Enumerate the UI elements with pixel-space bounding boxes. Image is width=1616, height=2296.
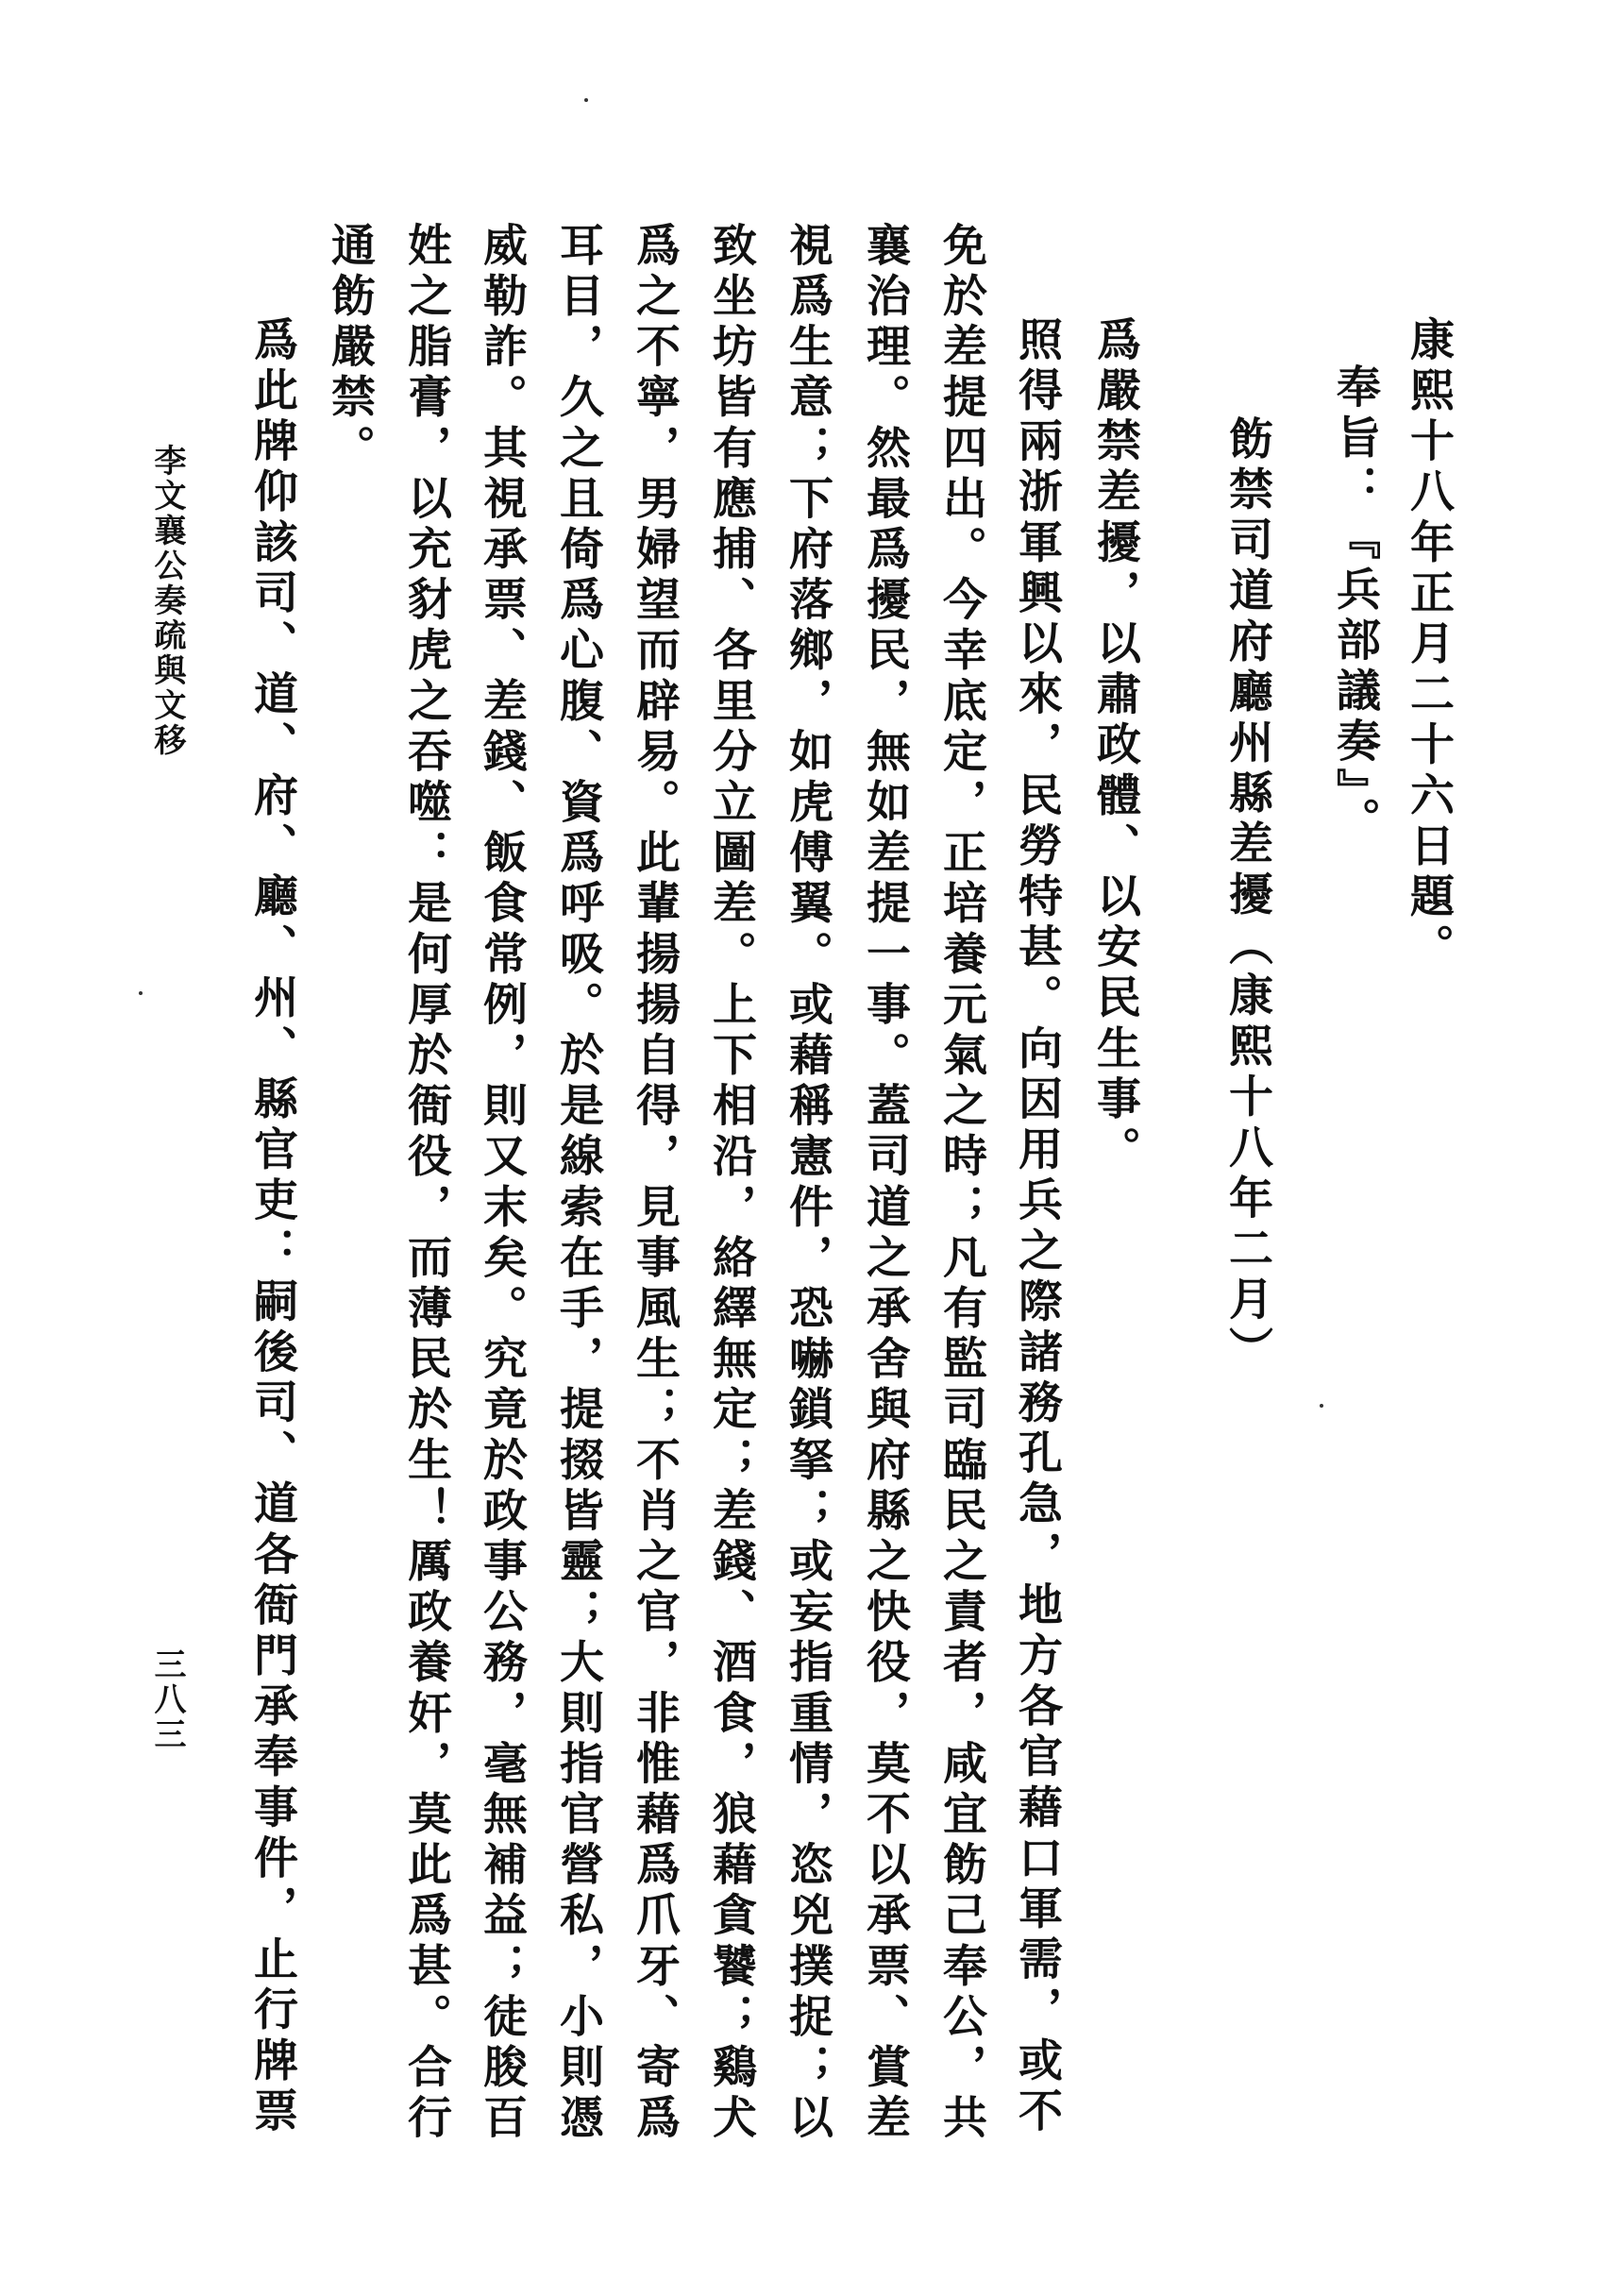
edict-line: 奉旨：『兵部議奏』。 [1329,363,1381,848]
date-line: 康熙十八年正月二十六日題。 [1403,316,1455,974]
paragraph-line: 通飭嚴禁。 [324,222,376,475]
book-title: 李文襄公奏疏與文移 [148,444,186,758]
scan-speck [139,991,143,995]
paragraph-line: 致坐坊皆有應捕、各里分立圖差。上下相沿，絡繹無定；差錢、酒食，狼藉貪饕；鷄犬 [705,222,757,2145]
paragraph-line: 視爲生意；下府落鄉，如虎傅翼。或藉稱憲件，恐嚇鎖拏；或妄指重情，恣兇撲捉；以 [782,222,833,2145]
paragraph-line: 爲嚴禁差擾，以肅政體、以安民生事。 [1089,316,1141,1177]
paragraph-line: 照得兩浙軍興以來，民勞特甚。向因用兵之際諸務孔急，地方各官藉口軍需，或不 [1011,316,1063,2138]
scan-speck [1320,1404,1323,1408]
paragraph-line: 爲之不寧，男婦望而辟易。此輩揚揚自得，見事風生；不肖之官，非惟藉爲爪牙、寄爲 [629,222,681,2145]
paragraph-line: 姓之脂膏，以充豺虎之吞噬：是何厚於衙役，而薄民於生！厲政養奸，莫此爲甚。合行 [400,222,452,2145]
paragraph-line: 襄治理。然最爲擾民，無如差提一事。蓋司道之承舍與府縣之快役，莫不以承票、賞差 [859,222,911,2145]
section-title: 飭禁司道府廳州縣差擾（康熙十八年二月） [1221,415,1273,1377]
scan-speck [584,98,588,102]
paragraph-line: 耳目，久之且倚爲心腹、資爲呼吸。於是線索在手，提掇皆靈；大則指官營私，小則憑 [552,222,604,2145]
page-number: 三八三 [148,1647,186,1752]
paragraph-line: 威勒詐。其視承票、差錢、飯食常例，則又末矣。究竟於政事公務，毫無補益；徒朘百 [476,222,528,2145]
paragraph-line: 爲此牌仰該司、道、府、廳、州、縣官吏：嗣後司、道各衙門承奉事件，止行牌票 [246,316,298,2138]
paragraph-line: 免於差提四出。今幸底定，正培養元氣之時；凡有監司臨民之責者，咸宜飭己奉公，共 [935,222,987,2145]
